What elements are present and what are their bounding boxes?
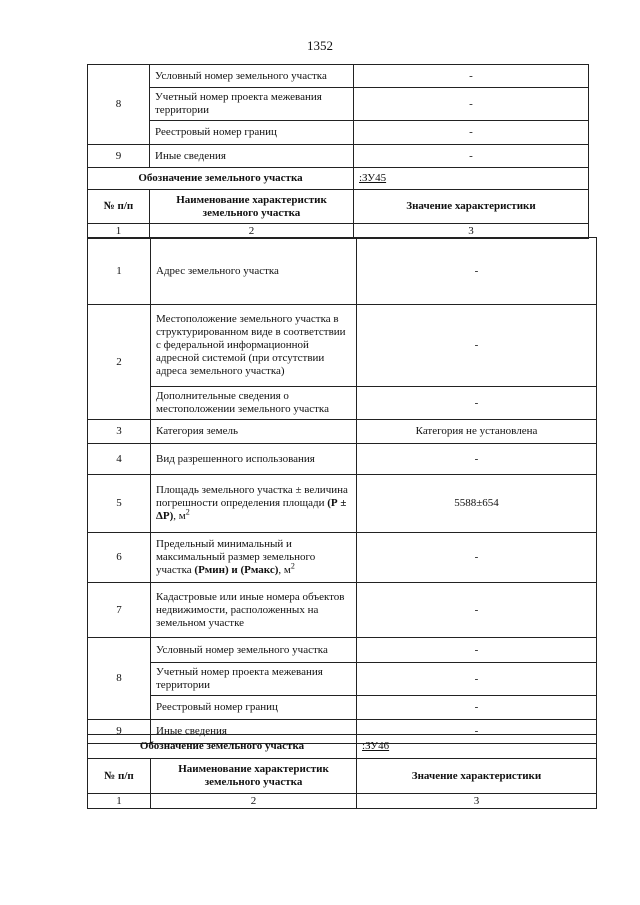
registry-number-label: Реестровый номер границ: [150, 121, 354, 145]
project-number-value: -: [354, 88, 589, 121]
area-unit: , м: [173, 510, 186, 522]
unit-exponent: 2: [185, 507, 190, 517]
other-info-label: Иные сведения: [150, 145, 354, 168]
location-label: Местоположение земельного участка в структурированном виде в соответствии с федеральной информационной адресной системой (при отсутствии адреса земельного участка): [151, 305, 357, 387]
row-number: 3: [88, 420, 151, 444]
size-limits-value: -: [357, 533, 597, 583]
location-value: -: [357, 305, 597, 387]
zone-designation-label: Обозначение земельного участка: [88, 168, 354, 190]
row-number: 4: [88, 444, 151, 475]
zone-designation-label: Обозначение земельного участка: [88, 735, 357, 759]
column-index-1: 1: [88, 794, 151, 809]
area-value: 5588±654: [357, 475, 597, 533]
column-header-number: № п/п: [88, 190, 150, 224]
registry-number-label: Реестровый номер границ: [151, 696, 357, 720]
location-extra-value: -: [357, 387, 597, 420]
row-number: 8: [88, 65, 150, 145]
row-number: 6: [88, 533, 151, 583]
conditional-number-label: Условный номер земельного участка: [151, 638, 357, 663]
column-index-2: 2: [151, 794, 357, 809]
size-limits-text: Предельный минимальный и максимальный размер земельного участка: [156, 538, 316, 576]
cadastral-numbers-label: Кадастровые или иные номера объектов недвижимости, расположенных на земельном участке: [151, 583, 357, 638]
other-info-label: Иные сведения: [151, 720, 357, 744]
column-index-1: 1: [88, 224, 150, 239]
land-plot-table-zu46-header: [87, 734, 597, 809]
registry-number-value: -: [354, 121, 589, 145]
column-index-3: 3: [354, 224, 589, 239]
land-plot-table-zu45: [87, 237, 597, 744]
address-label: Адрес земельного участка: [151, 238, 357, 305]
size-formula: (Рмин) и (Рмакс): [194, 564, 279, 576]
unit-exponent: 2: [290, 561, 295, 571]
row-number: 9: [88, 720, 151, 744]
size-limits-label: [151, 533, 357, 583]
page-number: 1352: [307, 38, 333, 53]
row-number: 2: [88, 305, 151, 420]
size-unit: , м: [278, 564, 291, 576]
project-number-value: -: [357, 663, 597, 696]
location-extra-label: Дополнительные сведения о местоположении земельного участка: [151, 387, 357, 420]
conditional-number-value: -: [357, 638, 597, 663]
column-index-2: 2: [150, 224, 354, 239]
area-label: [151, 475, 357, 533]
permitted-use-value: -: [357, 444, 597, 475]
area-formula: (Р ± ΔР): [156, 497, 347, 522]
registry-number-value: -: [357, 696, 597, 720]
column-header-name: Наименование характеристик земельного участка: [151, 759, 357, 794]
row-number: 5: [88, 475, 151, 533]
project-number-label: Учетный номер проекта межевания территории: [151, 663, 357, 696]
column-header-value: Значение характеристики: [354, 190, 589, 224]
zone-code-zu45: :ЗУ45: [354, 168, 589, 190]
conditional-number-label: Условный номер земельного участка: [150, 65, 354, 88]
row-number: 9: [88, 145, 150, 168]
permitted-use-label: Вид разрешенного использования: [151, 444, 357, 475]
row-number: 8: [88, 638, 151, 720]
row-number: 1: [88, 238, 151, 305]
column-index-3: 3: [357, 794, 597, 809]
column-header-number: № п/п: [88, 759, 151, 794]
column-header-value: Значение характеристики: [357, 759, 597, 794]
area-label-text: Площадь земельного участка ± величина погрешности определения площади: [156, 484, 348, 509]
land-category-value: Категория не установлена: [357, 420, 597, 444]
other-info-value: -: [354, 145, 589, 168]
land-plot-table-top: [87, 64, 589, 239]
conditional-number-value: -: [354, 65, 589, 88]
address-value: -: [357, 238, 597, 305]
row-number: 7: [88, 583, 151, 638]
other-info-value: -: [357, 720, 597, 744]
column-header-name: Наименование характеристик земельного участка: [150, 190, 354, 224]
land-category-label: Категория земель: [151, 420, 357, 444]
cadastral-numbers-value: -: [357, 583, 597, 638]
zone-code-zu46: :ЗУ46: [357, 735, 597, 759]
project-number-label: Учетный номер проекта межевания территории: [150, 88, 354, 121]
